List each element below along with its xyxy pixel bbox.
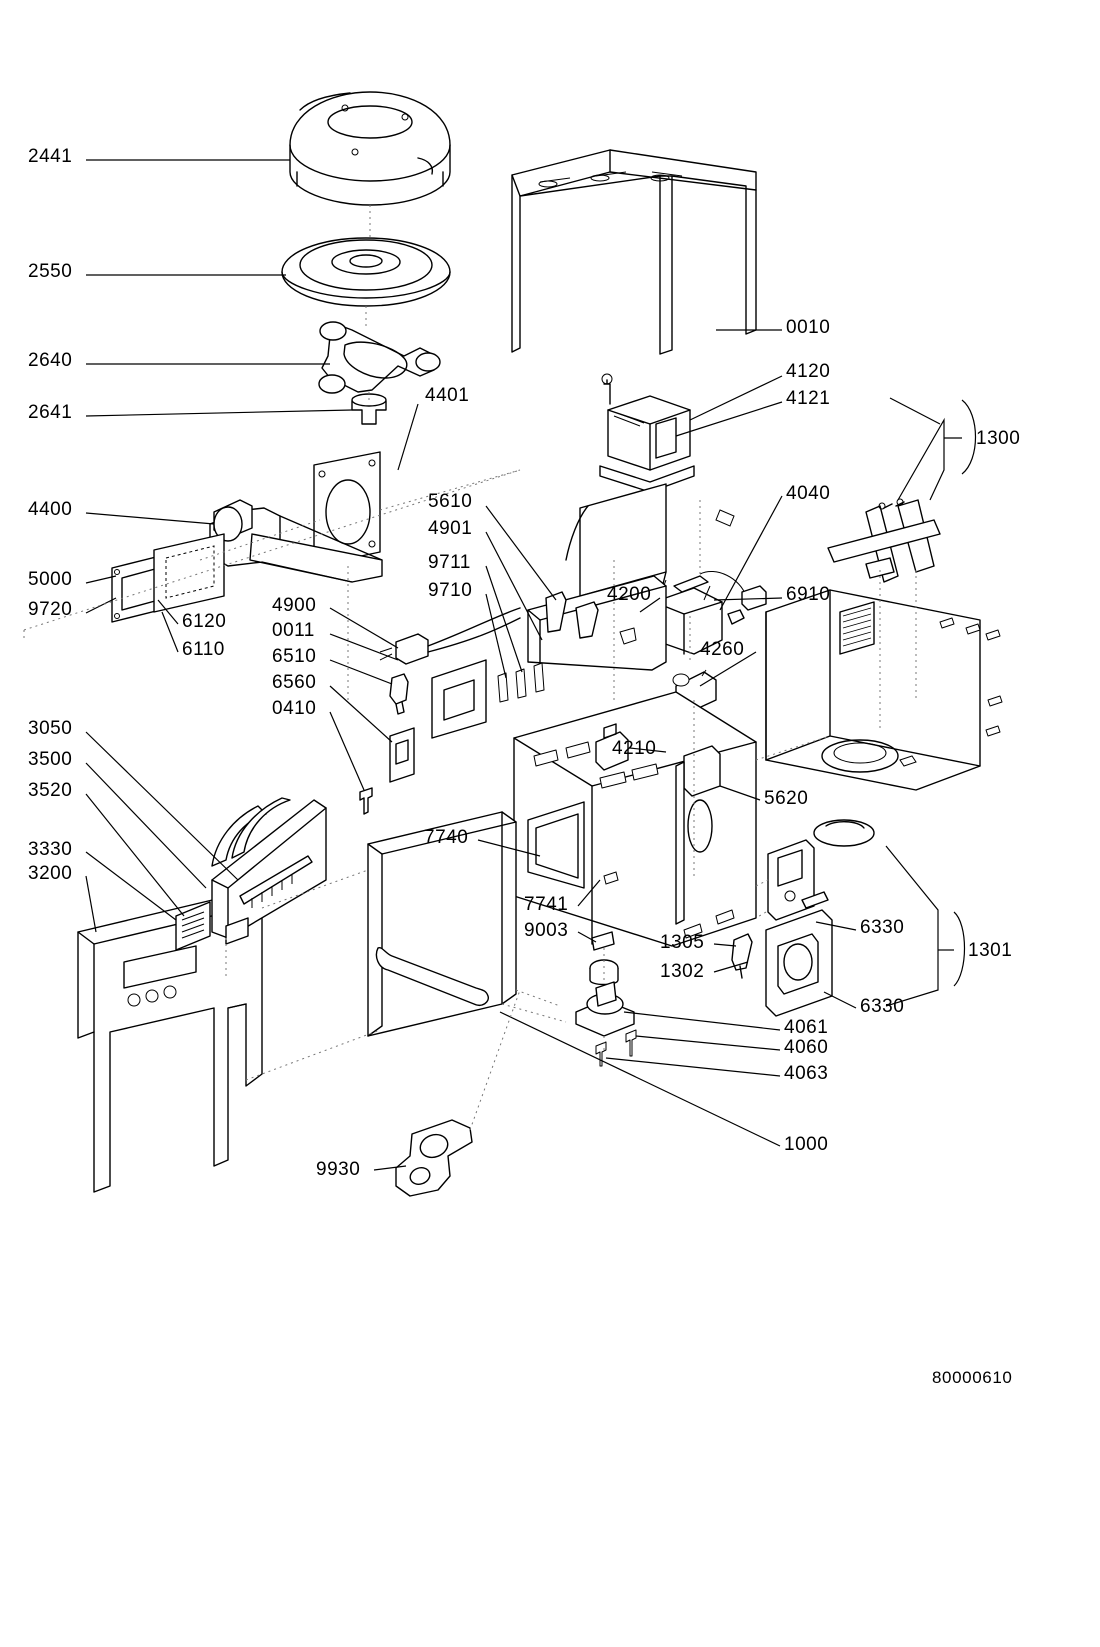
callout-4901: 4901 <box>428 518 473 539</box>
callout-3050: 3050 <box>28 718 73 739</box>
callout-6330-upper: 6330 <box>860 917 905 938</box>
callout-5610: 5610 <box>428 491 473 512</box>
part-2441-cover <box>290 92 450 205</box>
callout-2550: 2550 <box>28 261 73 282</box>
callout-4200: 4200 <box>607 584 652 605</box>
drawing-number: 80000610 <box>932 1368 1013 1387</box>
callout-4060: 4060 <box>784 1037 829 1058</box>
callout-7741: 7741 <box>524 894 569 915</box>
callout-1305: 1305 <box>660 932 705 953</box>
callout-0410: 0410 <box>272 698 317 719</box>
callout-4210: 4210 <box>612 738 657 759</box>
callout-4061: 4061 <box>784 1017 829 1038</box>
callout-4400: 4400 <box>28 499 73 520</box>
callout-5000: 5000 <box>28 569 73 590</box>
part-6510-lamp <box>390 674 408 714</box>
callout-9930: 9930 <box>316 1159 361 1180</box>
callout-7740: 7740 <box>424 827 469 848</box>
callout-0010: 0010 <box>786 317 831 338</box>
callout-6120: 6120 <box>182 611 227 632</box>
part-1300-rails <box>828 499 940 582</box>
callout-1301: 1301 <box>968 940 1013 961</box>
callout-5620: 5620 <box>764 788 809 809</box>
callout-2641: 2641 <box>28 402 73 423</box>
callout-4120: 4120 <box>786 361 831 382</box>
part-2550-turntable <box>282 238 450 306</box>
callout-4040: 4040 <box>786 483 831 504</box>
callout-4121: 4121 <box>786 388 831 409</box>
part-9930-waveguide <box>396 1120 472 1196</box>
callout-3200: 3200 <box>28 863 73 884</box>
callout-1300: 1300 <box>976 428 1021 449</box>
callout-3330: 3330 <box>28 839 73 860</box>
part-6110-mica-plate <box>154 534 224 612</box>
part-4060-turntable-motor <box>576 932 636 1066</box>
callout-9003: 9003 <box>524 920 569 941</box>
callout-4401: 4401 <box>425 385 470 406</box>
callout-6910: 6910 <box>786 584 831 605</box>
callout-4260: 4260 <box>700 639 745 660</box>
part-4900-power-cord <box>380 608 520 664</box>
callout-1000: 1000 <box>784 1134 829 1155</box>
callout-6110: 6110 <box>182 639 225 660</box>
callout-3520: 3520 <box>28 780 73 801</box>
callout-2441: 2441 <box>28 146 73 167</box>
callout-6330-lower: 6330 <box>860 996 905 1017</box>
callout-6560: 6560 <box>272 672 317 693</box>
callout-9710: 9710 <box>428 580 473 601</box>
part-0010-outer-cabinet <box>512 150 756 354</box>
part-6560-switch <box>390 728 414 782</box>
callout-2640: 2640 <box>28 350 73 371</box>
callout-6510: 6510 <box>272 646 317 667</box>
callout-9711: 9711 <box>428 552 471 573</box>
callout-4900: 4900 <box>272 595 317 616</box>
part-4120-transformer <box>600 374 694 492</box>
part-0410-screw <box>360 788 372 814</box>
callout-3500: 3500 <box>28 749 73 770</box>
part-2640-roller-ring <box>319 322 440 393</box>
callout-1302: 1302 <box>660 961 705 982</box>
callout-9720: 9720 <box>28 599 73 620</box>
callout-0011: 0011 <box>272 620 315 641</box>
callout-4063: 4063 <box>784 1063 829 1084</box>
